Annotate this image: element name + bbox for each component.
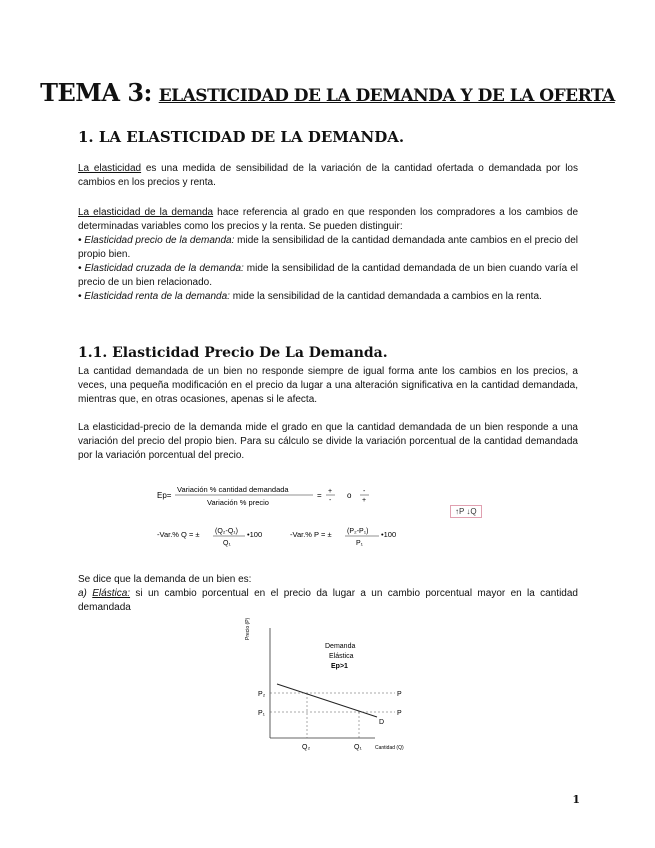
formula-ep: Ep= — [157, 491, 172, 500]
svg-text:-: - — [329, 497, 332, 504]
paragraph-precio-1: La cantidad demandada de un bien no responde siempre de igual forma ante los cambios en los precios, a veces, una pequeña modificación en el precio da lugar a una alteración significativa en la cantidad demandada, mientras que, en otras ocasiones, apenas si le afecta. — [78, 366, 578, 405]
formula-note-box: ↑P ↓Q — [450, 505, 482, 518]
q2-label: Q₂ — [302, 744, 311, 751]
elastica-intro: Se dice que la demanda de un bien es: — [78, 574, 252, 585]
p1-label: P₁ — [258, 710, 266, 717]
q1-label: Q₁ — [354, 744, 362, 751]
para2-text: hace referencia al grado en que responden los compradores a los cambios de determinadas variables como los precios y la renta. Se pueden distinguir: — [78, 207, 579, 232]
paragraph-elasticidad — [78, 162, 578, 190]
y-axis-label: Precio (P) — [245, 617, 251, 640]
bullet-item: • Elasticidad precio de la demanda: mide la sensibilidad de la cantidad demandada ante cambios en el precio del propio bien. — [78, 235, 578, 260]
title-prefix: TEMA 3: — [40, 78, 152, 107]
graph-title-3: Ep>1 — [331, 663, 348, 670]
para1-text: es una medida de sensibilidad de la variación de la cantidad ofertada o demandada por los cambios en los precios y renta. — [78, 163, 578, 188]
paragraph-elastica: Se dice que la demanda de un bien es: a) Elástica: si un cambio porcentual en el precio da lugar a un cambio porcentual mayor en la cantidad demandada — [78, 574, 578, 613]
formula-p-num: (P₂-P₁) — [347, 528, 369, 535]
page-number: 1 — [572, 793, 580, 806]
formula-q-num: (Q₂-Q₁) — [215, 528, 238, 535]
formula-denominator: Variación % precio — [207, 498, 269, 507]
term-elasticidad: La elasticidad — [78, 163, 142, 174]
graph-title-1: Demanda — [325, 643, 356, 650]
formula-o: o — [347, 491, 352, 500]
formula-times100-b: •100 — [381, 530, 397, 539]
term-elasticidad-demanda: La elasticidad de la demanda — [78, 207, 214, 218]
bullet-item: • Elasticidad cruzada de la demanda: mide la sensibilidad de la cantidad demandada de un bien cuando varía el precio de un bien relacionado. — [78, 263, 578, 288]
formula-eq: = — [317, 491, 322, 500]
formula-q-den: Q₁ — [223, 540, 231, 547]
svg-text:+: + — [328, 488, 333, 495]
section-heading-1-1: 1.1. Elasticidad Precio De La Demanda. — [78, 345, 388, 361]
elastica-text: si un cambio porcentual en el precio da lugar a un cambio porcentual mayor en la cantidad demandada — [78, 588, 578, 613]
page-title — [0, 78, 655, 107]
p2-right-label: P — [397, 691, 402, 698]
svg-text:+: + — [362, 497, 367, 504]
formula-numerator: Variación % cantidad demandada — [177, 485, 289, 494]
formula-times100-a: •100 — [247, 530, 263, 539]
formula-p-den: P₁ — [356, 540, 364, 547]
term-elastica: Elástica: — [92, 588, 131, 599]
x-axis-label: Cantidad (Q) — [375, 745, 404, 751]
svg-text:-: - — [363, 488, 366, 495]
elastic-demand-graph — [245, 617, 415, 760]
demand-label: D — [379, 719, 385, 726]
elasticity-formula — [155, 480, 415, 560]
bullet-item: • Elasticidad renta de la demanda: mide la sensibilidad de la cantidad demandada a cambios en la renta. — [78, 291, 542, 302]
title-main: ELASTICIDAD DE LA DEMANDA Y DE LA OFERTA — [158, 86, 615, 106]
formula-varp: -Var.% P = ± — [290, 530, 332, 539]
graph-title-2: Elástica — [329, 653, 354, 660]
p2-label: P₂ — [258, 691, 266, 698]
p1-right-label: P — [397, 710, 402, 717]
paragraph-elasticidad-demanda — [78, 206, 578, 304]
formula-varq: -Var.% Q = ± — [157, 530, 200, 539]
section-heading-1: 1. LA ELASTICIDAD DE LA DEMANDA. — [78, 128, 405, 146]
paragraph-precio-2: La elasticidad-precio de la demanda mide el grado en que la cantidad demandada de un bien responde a una variación del precio del propio bien. Para su cálculo se divide la variación porcentual de la cantidad demandada por la variación porcentual del precio. — [78, 422, 578, 461]
